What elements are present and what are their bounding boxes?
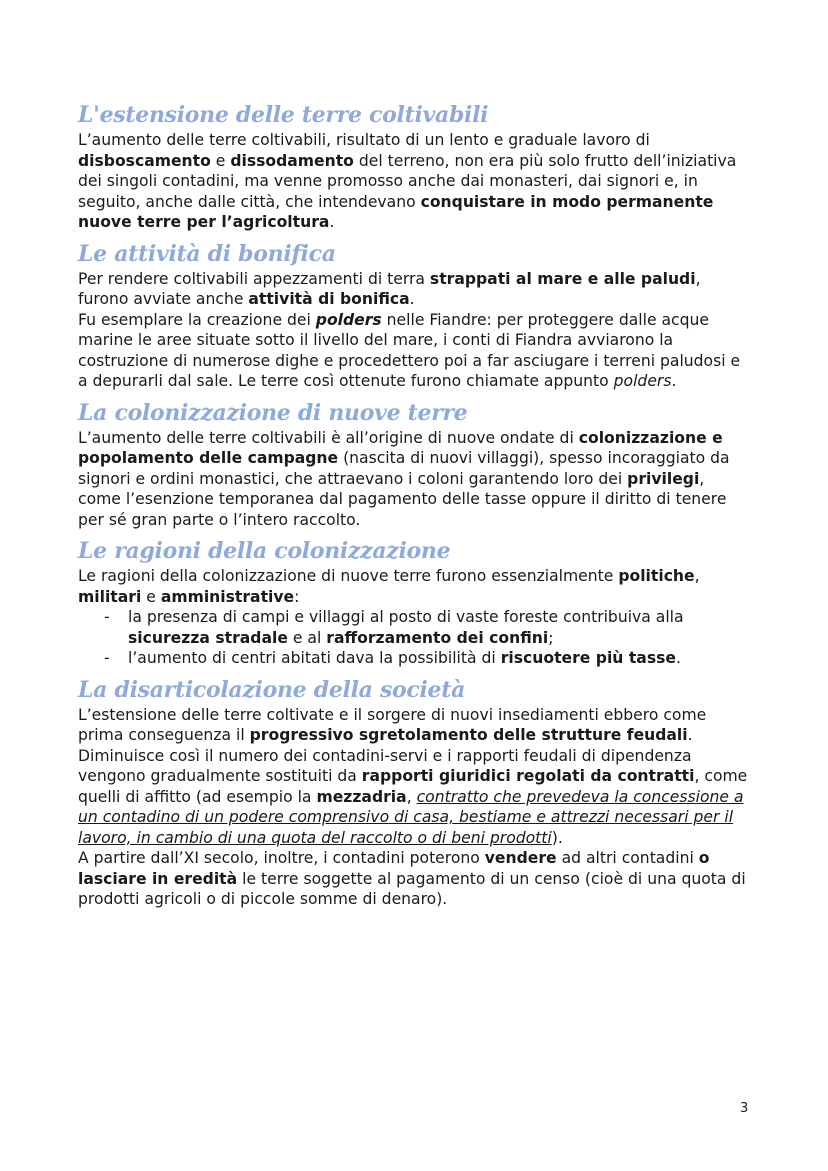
section-disarticolazione — [78, 675, 750, 910]
list-item-text: l’aumento di centri abitati dava la possibilità di riscuotere più tasse. — [128, 649, 681, 667]
list-item — [78, 648, 750, 669]
section-heading: Le ragioni della colonizzazione — [78, 538, 451, 564]
document-page — [78, 100, 750, 910]
section-heading: Le attività di bonifica — [78, 240, 336, 267]
list-dash: - — [104, 649, 110, 667]
section-colonizzazione — [78, 398, 750, 531]
section-paragraph: L’aumento delle terre coltivabili, risultato di un lento e graduale lavoro di disboscamento e dissodamento del terreno, non era più solo frutto dell’iniziativa dei singoli contadini, ma venne promosso anche dai monasteri, dai signori e, in seguito, anche dalle città, che intendevano conquistare in modo permanente nuove terre per l’agricoltura. — [78, 131, 737, 231]
section-paragraph: L’estensione delle terre coltivate e il sorgere di nuovi insediamenti ebbero come prima conseguenza il progressivo sgretolamento delle strutture feudali. Diminuisce così il numero dei contadini-servi e i rapporti feudali di dipendenza vengono gradualmente sostituiti da rapporti giuridici regolati da contratti, come quelli di affitto (ad esempio la mezzadria, contratto che prevedeva la concessione a un contadino di un podere comprensivo di casa, bestiame e attrezzi necessari per il lavoro, in cambio di una quota del raccolto o di beni prodotti). — [78, 705, 748, 847]
section-paragraph: Per rendere coltivabili appezzamenti di terra strappati al mare e alle paludi, furono avviate anche attività di bonifica. — [78, 269, 701, 308]
section-paragraph: Le ragioni della colonizzazione di nuove terre furono essenzialmente politiche, militari e amministrative: — [78, 567, 700, 606]
reasons-list — [78, 607, 750, 669]
section-paragraph: Fu esemplare la creazione dei polders nelle Fiandre: per proteggere dalle acque marine le aree situate sotto il livello del mare, i conti di Fiandra avviarono la costruzione di numerose dighe e procedettero poi a far asciugare i terreni paludosi e a depurarli dal sale. Le terre così ottenute furono chiamate appunto polders. — [78, 310, 741, 390]
section-bonifica — [78, 239, 750, 392]
section-heading: L'estensione delle terre coltivabili — [78, 102, 489, 128]
section-heading: La disarticolazione della società — [78, 676, 466, 703]
page-number: 3 — [740, 1101, 749, 1116]
section-ragioni — [78, 536, 750, 669]
section-heading: La colonizzazione di nuove terre — [78, 399, 468, 426]
section-paragraph: A partire dall’XI secolo, inoltre, i contadini poterono vendere ad altri contadini o lasciare in eredità le terre soggette al pagamento di un censo (cioè di una quota di prodotti agricoli o di piccole somme di denaro). — [78, 849, 746, 908]
list-dash: - — [104, 608, 110, 626]
list-item — [78, 607, 750, 648]
section-estensione — [78, 100, 750, 233]
list-item-text: la presenza di campi e villaggi al posto di vaste foreste contribuiva alla sicurezza stradale e al rafforzamento dei confini; — [128, 608, 684, 647]
section-paragraph: L’aumento delle terre coltivabili è all’origine di nuove ondate di colonizzazione e popolamento delle campagne (nascita di nuovi villaggi), spesso incoraggiato da signori e ordini monastici, che attraevano i coloni garantendo loro dei privilegi, come l’esenzione temporanea dal pagamento delle tasse oppure il diritto di tenere per sé gran parte o l’intero raccolto. — [78, 428, 730, 529]
